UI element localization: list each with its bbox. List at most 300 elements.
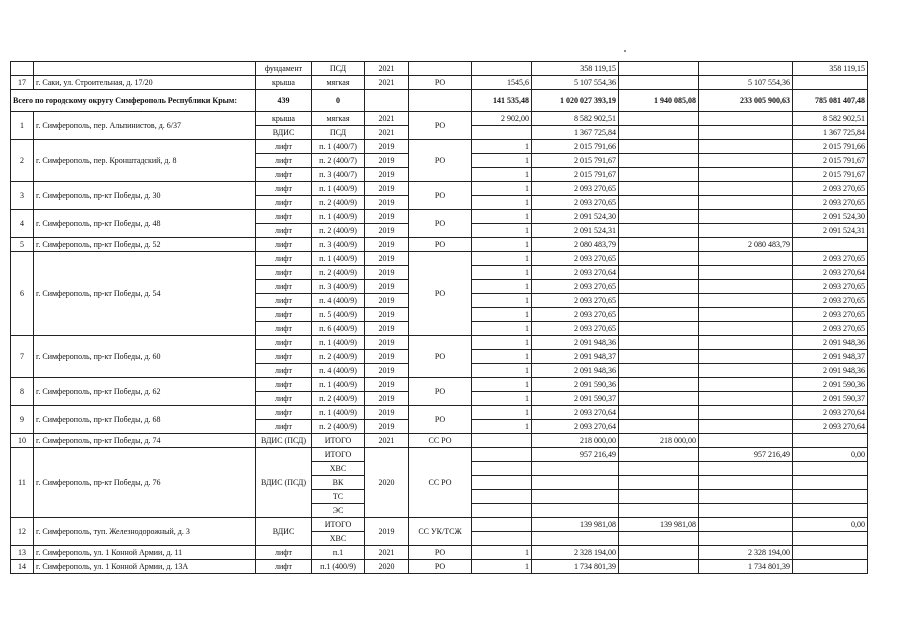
cell-work: лифт <box>256 196 312 210</box>
cell-type: п. 2 (400/9) <box>312 224 365 238</box>
cell-year: 2019 <box>365 280 409 294</box>
cell-c1 <box>619 266 699 280</box>
address: г. Симферополь, пр-кт Победы, д. 68 <box>34 406 256 434</box>
cell-c1 <box>619 168 699 182</box>
cell-year: 2019 <box>365 392 409 406</box>
cell-work: лифт <box>256 350 312 364</box>
cell-work: лифт <box>256 140 312 154</box>
cell-area <box>472 126 532 140</box>
cell-c3: 2 093 270,64 <box>793 420 868 434</box>
cell-type: ИТОГО <box>312 448 365 462</box>
cell-type: ТС <box>312 490 365 504</box>
cell-c2 <box>699 490 793 504</box>
cell-c2: 233 005 900,63 <box>699 90 793 112</box>
cell-c1 <box>619 546 699 560</box>
cell-src <box>409 62 472 76</box>
cell-type: ВК <box>312 476 365 490</box>
cell-total: 2 093 270,65 <box>532 196 619 210</box>
cell-year: 2019 <box>365 168 409 182</box>
cell-area: 1 <box>472 308 532 322</box>
cell-total: 2 093 270,65 <box>532 182 619 196</box>
cell-year: 2019 <box>365 322 409 336</box>
cell-work: лифт <box>256 224 312 238</box>
cell-type: п. 4 (400/9) <box>312 364 365 378</box>
cell-work: лифт <box>256 406 312 420</box>
table-row <box>11 112 868 126</box>
cell-area: 1 <box>472 378 532 392</box>
cell-c1 <box>619 182 699 196</box>
repair-program-table <box>10 61 868 574</box>
cell-year: 2021 <box>365 126 409 140</box>
cell-c2 <box>699 518 793 532</box>
row-number: 11 <box>11 448 34 518</box>
cell-total: 2 093 270,65 <box>532 322 619 336</box>
cell-work: лифт <box>256 154 312 168</box>
cell-year: 2019 <box>365 378 409 392</box>
cell-type: п. 2 (400/9) <box>312 392 365 406</box>
cell-c2 <box>699 504 793 518</box>
cell-c2 <box>699 126 793 140</box>
cell-src: РО <box>409 76 472 90</box>
cell-type: п. 2 (400/9) <box>312 266 365 280</box>
cell-year: 2019 <box>365 518 409 546</box>
cell-c3: 0,00 <box>793 448 868 462</box>
cell-area: 1 <box>472 238 532 252</box>
cell-year: 2019 <box>365 154 409 168</box>
cell-addr: г. Симферополь, ул. 1 Конной Армии, д. 11 <box>34 546 256 560</box>
cell-type: п. 3 (400/9) <box>312 280 365 294</box>
cell-c2: 5 107 554,36 <box>699 76 793 90</box>
cell-area: 1 <box>472 392 532 406</box>
cell-c2 <box>699 140 793 154</box>
cell-c3: 8 582 902,51 <box>793 112 868 126</box>
cell-c3: 2 093 270,65 <box>793 322 868 336</box>
address: г. Симферополь, туп. Железнодорожный, д. 3 <box>34 518 256 546</box>
row-number: 1 <box>11 112 34 140</box>
cell-total: 2 015 791,67 <box>532 154 619 168</box>
cell-area <box>472 504 532 518</box>
cell-total <box>532 476 619 490</box>
row-number: 12 <box>11 518 34 546</box>
cell-c1: 218 000,00 <box>619 434 699 448</box>
cell-addr: г. Саки, ул. Строительная, д. 17/20 <box>34 76 256 90</box>
cell-c1 <box>619 532 699 546</box>
cell-type: ПСД <box>312 126 365 140</box>
cell-total <box>532 532 619 546</box>
cell-total: 2 093 270,65 <box>532 280 619 294</box>
cell-c3: 2 015 791,67 <box>793 154 868 168</box>
address: г. Симферополь, пр-кт Победы, д. 60 <box>34 336 256 378</box>
cell-work: лифт <box>256 280 312 294</box>
cell-c3: 2 093 270,65 <box>793 294 868 308</box>
cell-work: лифт <box>256 182 312 196</box>
cell-src: РО <box>409 252 472 336</box>
cell-c1 <box>619 308 699 322</box>
cell-type: ЭС <box>312 504 365 518</box>
cell-work: ВДИС <box>256 518 312 546</box>
cell-c2 <box>699 406 793 420</box>
cell-src: СС УК/ТСЖ <box>409 518 472 546</box>
cell-c1: 1 940 085,08 <box>619 90 699 112</box>
cell-total: 2 080 483,79 <box>532 238 619 252</box>
cell-year: 2019 <box>365 210 409 224</box>
cell-src: СС РО <box>409 434 472 448</box>
address: г. Симферополь, пр-кт Победы, д. 52 <box>34 238 256 252</box>
cell-num: 14 <box>11 560 34 574</box>
cell-c2: 2 328 194,00 <box>699 546 793 560</box>
cell-area: 1 <box>472 224 532 238</box>
cell-type: мягкая <box>312 76 365 90</box>
cell-c2 <box>699 476 793 490</box>
cell-total: 1 367 725,84 <box>532 126 619 140</box>
cell-area <box>472 476 532 490</box>
cell-src: РО <box>409 406 472 434</box>
cell-c1 <box>619 322 699 336</box>
cell-c1 <box>619 364 699 378</box>
cell-type: ПСД <box>312 62 365 76</box>
cell-area: 1 <box>472 196 532 210</box>
cell-c1 <box>619 462 699 476</box>
cell-c3 <box>793 546 868 560</box>
address: г. Симферополь, пер. Альпинистов, д. 6/37 <box>34 112 256 140</box>
cell-type: п. 2 (400/9) <box>312 350 365 364</box>
cell-total: 2 093 270,65 <box>532 294 619 308</box>
cell-total: 1 734 801,39 <box>532 560 619 574</box>
cell-type: ХВС <box>312 532 365 546</box>
row-number: 2 <box>11 140 34 182</box>
cell-area: 1 <box>472 266 532 280</box>
cell-c1 <box>619 154 699 168</box>
cell-c2 <box>699 336 793 350</box>
cell-area: 1 <box>472 560 532 574</box>
cell-area: 1 <box>472 252 532 266</box>
cell-total <box>532 462 619 476</box>
cell-area: 1545,6 <box>472 76 532 90</box>
cell-num: 17 <box>11 76 34 90</box>
address: г. Симферополь, пр-кт Победы, д. 48 <box>34 210 256 238</box>
cell-area: 1 <box>472 280 532 294</box>
cell-src: РО <box>409 560 472 574</box>
cell-area: 1 <box>472 168 532 182</box>
address: г. Симферополь, пр-кт Победы, д. 74 <box>34 434 256 448</box>
cell-year: 2019 <box>365 140 409 154</box>
cell-c2 <box>699 280 793 294</box>
table-row <box>11 140 868 154</box>
cell-total <box>532 490 619 504</box>
cell-area: 1 <box>472 546 532 560</box>
cell-total: 2 015 791,67 <box>532 168 619 182</box>
cell-total: 358 119,15 <box>532 62 619 76</box>
cell-c3: 2 091 590,36 <box>793 378 868 392</box>
cell-work: лифт <box>256 322 312 336</box>
cell-c3: 785 081 407,48 <box>793 90 868 112</box>
cell-year: 2021 <box>365 434 409 448</box>
cell-c2 <box>699 350 793 364</box>
cell-total: 1 020 027 393,19 <box>532 90 619 112</box>
cell-total: 2 091 524,31 <box>532 224 619 238</box>
cell-c2 <box>699 112 793 126</box>
cell-type: п. 2 (400/7) <box>312 154 365 168</box>
cell-area <box>472 62 532 76</box>
cell-c3 <box>793 76 868 90</box>
cell-c2: 2 080 483,79 <box>699 238 793 252</box>
cell-area: 1 <box>472 364 532 378</box>
cell-c3: 1 367 725,84 <box>793 126 868 140</box>
cell-work: лифт <box>256 252 312 266</box>
cell-area <box>472 518 532 532</box>
table-row <box>11 182 868 196</box>
table-row <box>11 62 868 76</box>
cell-c1 <box>619 252 699 266</box>
cell-area <box>472 434 532 448</box>
cell-work: ВДИС <box>256 126 312 140</box>
cell-year: 2021 <box>365 76 409 90</box>
cell-area: 1 <box>472 294 532 308</box>
cell-area: 1 <box>472 182 532 196</box>
cell-num: 13 <box>11 546 34 560</box>
row-number: 9 <box>11 406 34 434</box>
cell-c1 <box>619 112 699 126</box>
cell-total <box>532 504 619 518</box>
cell-year: 2020 <box>365 448 409 518</box>
cell-year: 2021 <box>365 546 409 560</box>
cell-type: ИТОГО <box>312 434 365 448</box>
cell-type: п. 5 (400/9) <box>312 308 365 322</box>
cell-type: п.1 (400/9) <box>312 560 365 574</box>
cell-area <box>472 532 532 546</box>
cell-c2 <box>699 62 793 76</box>
cell-area: 141 535,48 <box>472 90 532 112</box>
table-row <box>11 518 868 532</box>
cell-c3: 2 093 270,64 <box>793 406 868 420</box>
cell-c3: 2 091 948,36 <box>793 336 868 350</box>
cell-c1 <box>619 504 699 518</box>
cell-area <box>472 462 532 476</box>
cell-year: 2019 <box>365 364 409 378</box>
cell-year: 2019 <box>365 266 409 280</box>
cell-c3: 2 015 791,66 <box>793 140 868 154</box>
cell-c1 <box>619 126 699 140</box>
row-number: 4 <box>11 210 34 238</box>
row-number: 8 <box>11 378 34 406</box>
cell-c3: 358 119,15 <box>793 62 868 76</box>
cell-c3 <box>793 490 868 504</box>
cell-c2 <box>699 364 793 378</box>
cell-work: лифт <box>256 560 312 574</box>
cell-c3 <box>793 434 868 448</box>
cell-src: РО <box>409 546 472 560</box>
cell-c3: 2 093 270,65 <box>793 252 868 266</box>
cell-src: РО <box>409 140 472 182</box>
cell-work: лифт <box>256 168 312 182</box>
cell-src: РО <box>409 378 472 406</box>
cell-work: фундамент <box>256 62 312 76</box>
cell-area: 1 <box>472 154 532 168</box>
cell-work: ВДИС (ПСД) <box>256 448 312 518</box>
cell-c1 <box>619 406 699 420</box>
cell-total: 8 582 902,51 <box>532 112 619 126</box>
cell-src: РО <box>409 210 472 238</box>
row-number: 3 <box>11 182 34 210</box>
cell-work: лифт <box>256 546 312 560</box>
cell-c1 <box>619 238 699 252</box>
cell-area: 1 <box>472 322 532 336</box>
table-row <box>11 448 868 462</box>
cell-type: 0 <box>312 90 365 112</box>
cell-total: 5 107 554,36 <box>532 76 619 90</box>
cell-total: 2 091 948,36 <box>532 364 619 378</box>
cell-type: п. 1 (400/9) <box>312 336 365 350</box>
address: г. Симферополь, пр-кт Победы, д. 76 <box>34 448 256 518</box>
table-row <box>11 252 868 266</box>
cell-year: 2019 <box>365 252 409 266</box>
address: г. Симферополь, пр-кт Победы, д. 54 <box>34 252 256 336</box>
cell-area: 1 <box>472 336 532 350</box>
cell-c3 <box>793 462 868 476</box>
cell-c3: 2 091 524,31 <box>793 224 868 238</box>
cell-work: крыша <box>256 112 312 126</box>
cell-type: п. 6 (400/9) <box>312 322 365 336</box>
cell-total: 2 093 270,64 <box>532 406 619 420</box>
cell-type: мягкая <box>312 112 365 126</box>
table-row <box>11 560 868 574</box>
scan-speck <box>624 50 626 52</box>
cell-total: 2 093 270,65 <box>532 308 619 322</box>
cell-year: 2019 <box>365 182 409 196</box>
row-number: 6 <box>11 252 34 336</box>
cell-c1 <box>619 336 699 350</box>
cell-total: 2 093 270,64 <box>532 266 619 280</box>
cell-c2: 957 216,49 <box>699 448 793 462</box>
cell-work: лифт <box>256 420 312 434</box>
table-row <box>11 406 868 420</box>
cell-type: ИТОГО <box>312 518 365 532</box>
cell-work: 439 <box>256 90 312 112</box>
cell-total: 957 216,49 <box>532 448 619 462</box>
cell-c2 <box>699 154 793 168</box>
cell-type: п. 4 (400/9) <box>312 294 365 308</box>
cell-c1: 139 981,08 <box>619 518 699 532</box>
cell-c2 <box>699 168 793 182</box>
cell-num <box>11 62 34 76</box>
row-number: 10 <box>11 434 34 448</box>
cell-c1 <box>619 76 699 90</box>
cell-c2 <box>699 224 793 238</box>
cell-c2 <box>699 294 793 308</box>
cell-work: лифт <box>256 308 312 322</box>
cell-type: п. 2 (400/9) <box>312 420 365 434</box>
table-row <box>11 210 868 224</box>
cell-work: лифт <box>256 392 312 406</box>
cell-c3: 2 093 270,64 <box>793 266 868 280</box>
table-row <box>11 546 868 560</box>
cell-total: 2 091 948,36 <box>532 336 619 350</box>
cell-src: РО <box>409 182 472 210</box>
cell-area: 1 <box>472 420 532 434</box>
cell-work: крыша <box>256 76 312 90</box>
cell-src: СС РО <box>409 448 472 518</box>
cell-c1 <box>619 378 699 392</box>
cell-year: 2021 <box>365 62 409 76</box>
cell-addr <box>34 62 256 76</box>
cell-total: 2 091 590,36 <box>532 378 619 392</box>
cell-c3 <box>793 476 868 490</box>
cell-area <box>472 448 532 462</box>
cell-total: 2 328 194,00 <box>532 546 619 560</box>
cell-work: лифт <box>256 364 312 378</box>
cell-addr: г. Симферополь, ул. 1 Конной Армии, д. 13А <box>34 560 256 574</box>
table-row <box>11 76 868 90</box>
cell-c2 <box>699 322 793 336</box>
cell-c2 <box>699 378 793 392</box>
cell-year: 2019 <box>365 294 409 308</box>
cell-c1 <box>619 560 699 574</box>
row-number: 7 <box>11 336 34 378</box>
cell-c1 <box>619 210 699 224</box>
address: г. Симферополь, пр-кт Победы, д. 62 <box>34 378 256 406</box>
cell-total: 218 000,00 <box>532 434 619 448</box>
cell-c3: 2 015 791,67 <box>793 168 868 182</box>
cell-total: 2 093 270,64 <box>532 420 619 434</box>
cell-work: лифт <box>256 294 312 308</box>
cell-type: п. 1 (400/7) <box>312 140 365 154</box>
row-number: 5 <box>11 238 34 252</box>
table-row <box>11 336 868 350</box>
cell-c1 <box>619 448 699 462</box>
cell-type: п. 1 (400/9) <box>312 252 365 266</box>
cell-total: 2 091 524,30 <box>532 210 619 224</box>
cell-c3 <box>793 560 868 574</box>
cell-c1 <box>619 350 699 364</box>
cell-c2 <box>699 392 793 406</box>
cell-c2 <box>699 420 793 434</box>
cell-work: лифт <box>256 238 312 252</box>
cell-work: лифт <box>256 266 312 280</box>
cell-c2 <box>699 532 793 546</box>
cell-c3: 2 093 270,65 <box>793 280 868 294</box>
cell-c2 <box>699 266 793 280</box>
table-row <box>11 378 868 392</box>
cell-c3: 2 093 270,65 <box>793 308 868 322</box>
cell-area: 2 902,00 <box>472 112 532 126</box>
cell-total: 2 093 270,65 <box>532 252 619 266</box>
cell-type: ХВС <box>312 462 365 476</box>
cell-year <box>365 90 409 112</box>
cell-area: 1 <box>472 210 532 224</box>
cell-year: 2019 <box>365 406 409 420</box>
cell-c2 <box>699 182 793 196</box>
cell-src: РО <box>409 336 472 378</box>
cell-year: 2019 <box>365 238 409 252</box>
cell-work: ВДИС (ПСД) <box>256 434 312 448</box>
cell-total: 139 981,08 <box>532 518 619 532</box>
total-label: Всего по городскому округу Симферополь Республики Крым: <box>11 90 256 112</box>
cell-c1 <box>619 62 699 76</box>
cell-c3: 2 091 948,37 <box>793 350 868 364</box>
total-row <box>11 90 868 112</box>
address: г. Симферополь, пр-кт Победы, д. 30 <box>34 182 256 210</box>
cell-type: п. 1 (400/9) <box>312 378 365 392</box>
cell-year: 2019 <box>365 336 409 350</box>
cell-c2 <box>699 196 793 210</box>
cell-c3: 2 091 524,30 <box>793 210 868 224</box>
cell-c3: 0,00 <box>793 518 868 532</box>
cell-src <box>409 90 472 112</box>
cell-type: п. 1 (400/9) <box>312 210 365 224</box>
cell-c1 <box>619 490 699 504</box>
cell-year: 2021 <box>365 112 409 126</box>
cell-c3: 2 091 590,37 <box>793 392 868 406</box>
